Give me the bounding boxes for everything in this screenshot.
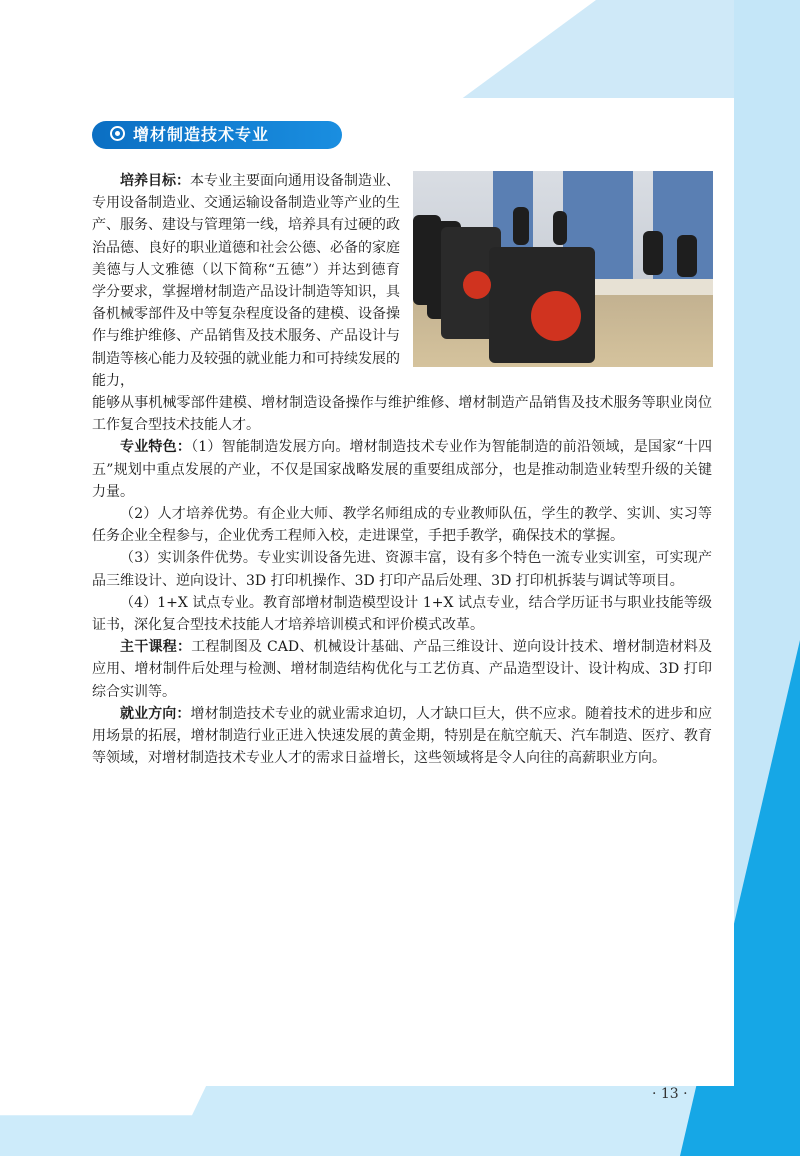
- circle-bullet-icon: [110, 126, 125, 141]
- courses-paragraph: [92, 636, 712, 703]
- training-goal-label: 培养目标：: [120, 173, 190, 189]
- text-block: [92, 170, 712, 769]
- employment-label: 就业方向：: [120, 705, 191, 722]
- features-item-3: （3）实训条件优势。专业实训设备先进、资源丰富，设有多个特色一流专业实训室，可实现产品三维设计、逆向设计、3D 打印机操作、3D 打印产品后处理、3D 打印机拆装与调试等项目。: [92, 550, 712, 589]
- courses-label: 主干课程：: [120, 639, 192, 656]
- section-title: 增材制造技术专业: [133, 125, 270, 144]
- courses-text: 工程制图及 CAD、机械设计基础、产品三维设计、逆向设计技术、增材制造材料及应用、增材制件后处理与检测、增材制造结构优化与工艺仿真、产品造型设计、设计构成、3D 打印综合实训等。: [92, 639, 712, 700]
- training-goal-continuation: 能够从事机械零部件建模、增材制造设备操作与维护维修、增材制造产品销售及技术服务等职业岗位工作复合型技术技能人才。: [92, 395, 712, 434]
- section-title-bar: [92, 121, 342, 149]
- employment-paragraph: [92, 703, 712, 770]
- training-goal-paragraph: [92, 170, 400, 392]
- features-item-1: （1）智能制造发展方向。增材制造技术专业作为智能制造的前沿领域，是国家“十四五”规划中重点发展的产业，不仅是国家战略发展的重要组成部分，也是推动制造业转型升级的关键力量。: [92, 439, 713, 500]
- features-item-4: （4）1+X 试点专业。教育部增材制造模型设计 1+X 试点专业，结合学历证书与职业技能等级证书，深化复合型技术技能人才培养培训模式和评价模式改革。: [92, 594, 712, 634]
- training-goal-text: 本专业主要面向通用设备制造业、专用设备制造业、交通运输设备制造业等产业的生产、服务、建设与管理第一线，培养具有过硬的政治品德、良好的职业道德和社会公德、必备的家庭美德与人文雅德（以下简称“五德”）并达到德育学分要求，掌握增材制造产品设计制造等知识，具备机械零部件及中等复杂程度设备的建模、设备操作与维护维修、产品销售及技术服务、产品设计与制造等核心能力及较强的就业能力和可持续发展的能力，: [92, 173, 400, 389]
- features-paragraph: [92, 436, 712, 503]
- features-item-2: （2）人才培养优势。有企业大师、教学名师组成的专业教师队伍，学生的教学、实训、实习等任务企业全程参与，企业优秀工程师入校，走进课堂，手把手教学，确保技术的掌握。: [92, 506, 712, 545]
- employment-text: 增材制造技术专业的就业需求迫切，人才缺口巨大，供不应求。随着技术的进步和应用场景的拓展，增材制造行业正进入快速发展的黄金期，特别是在航空航天、汽车制造、医疗、教育等领域，对增材制造技术专业人才的需求日益增长，这些领域将是令人向往的高薪职业方向。: [92, 705, 713, 767]
- features-label: 专业特色：: [120, 439, 192, 456]
- page-number: · 13 ·: [652, 1086, 688, 1102]
